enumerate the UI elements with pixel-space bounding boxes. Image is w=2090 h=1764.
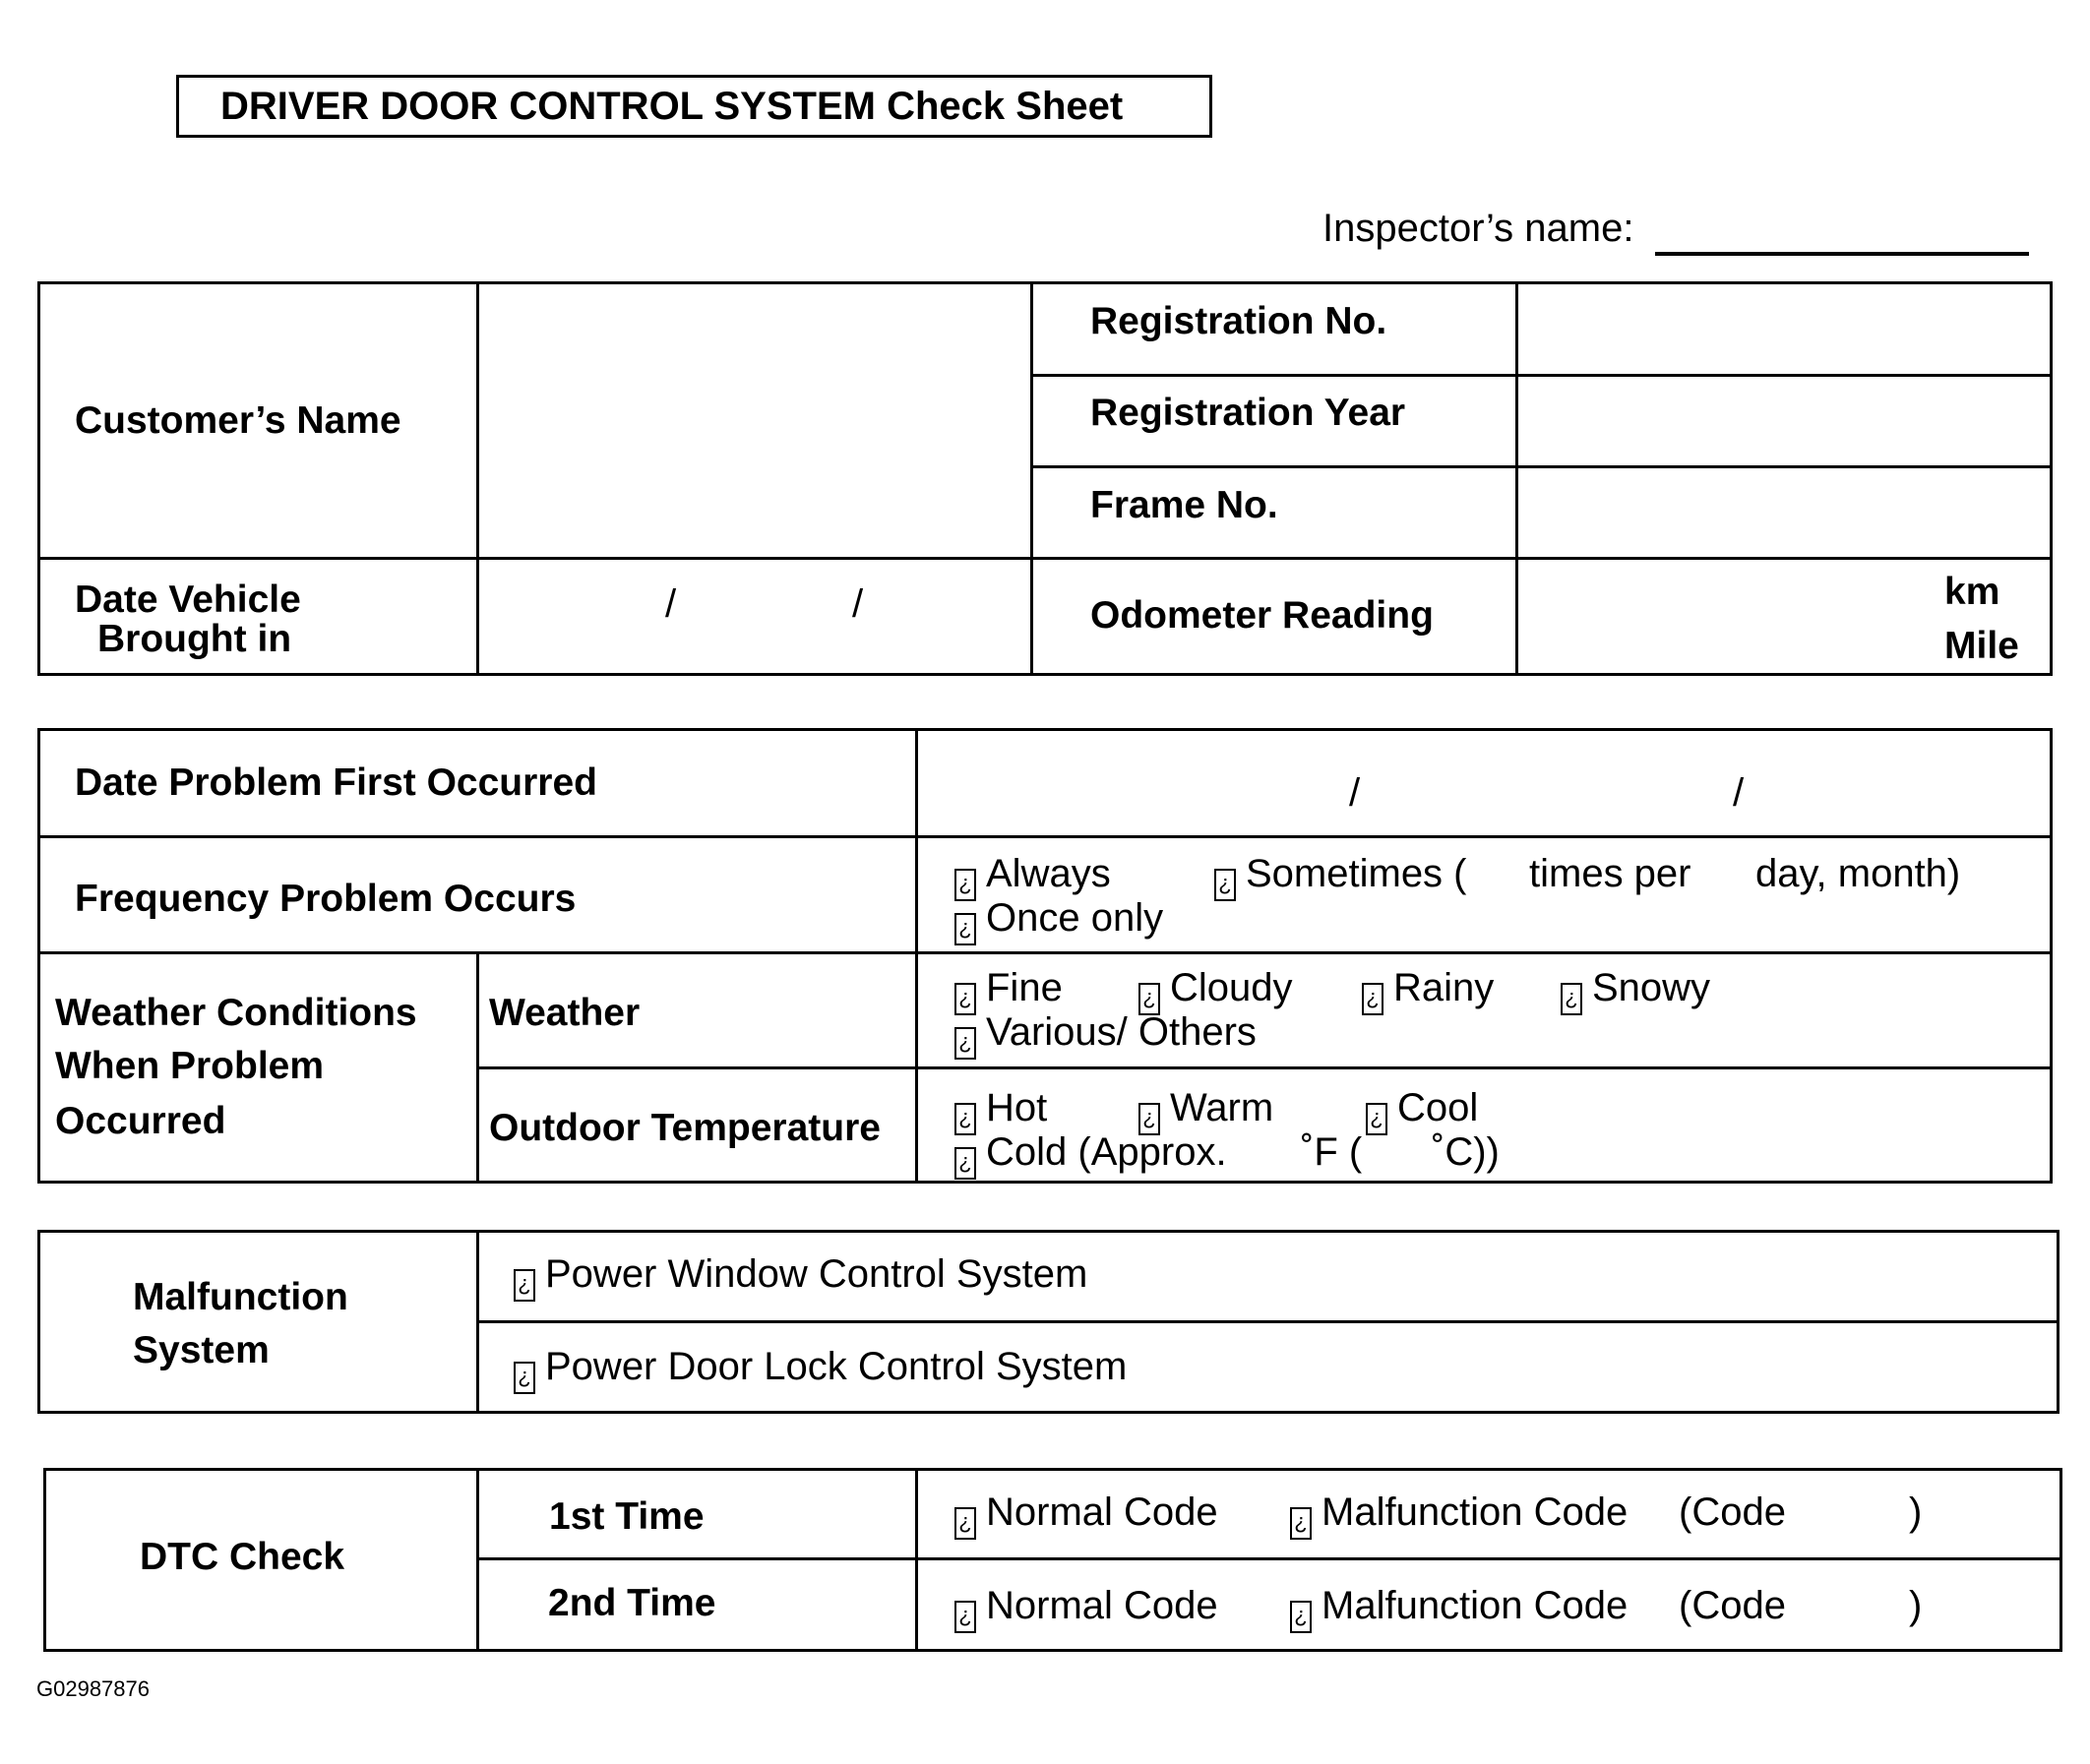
checkbox-icon: ¿	[1561, 983, 1582, 1015]
option-malfunction-code[interactable]: ¿ Malfunction Code	[1290, 1584, 1628, 1633]
code-open: (Code	[1679, 1490, 1786, 1534]
inspector-label: Inspector’s name:	[1322, 207, 1634, 250]
malfunction-system-label-line2: System	[133, 1329, 270, 1371]
option-power-door-lock[interactable]: ¿ Power Door Lock Control System	[514, 1345, 1127, 1394]
checkbox-icon: ¿	[1362, 983, 1383, 1015]
dtc-row-time: 2nd Time	[548, 1582, 716, 1624]
checkbox-icon: ¿	[954, 1507, 976, 1540]
date-separator: /	[1733, 771, 1745, 815]
frame-no-field[interactable]	[1518, 468, 2048, 556]
weather-conditions-label-line2: When Problem	[55, 1045, 325, 1087]
dtc-row-time: 1st Time	[549, 1495, 705, 1538]
checkbox-icon: ¿	[954, 1103, 976, 1135]
option-warm[interactable]: ¿ Warm	[1138, 1086, 1273, 1135]
checkbox-icon: ¿	[954, 1027, 976, 1060]
registration-year-label: Registration Year	[1090, 392, 1406, 434]
times-per-text: times per	[1529, 852, 1691, 895]
date-separator: /	[852, 582, 864, 626]
fahrenheit-unit: ˚F (	[1301, 1130, 1363, 1174]
figure-id: G02987876	[36, 1676, 150, 1701]
option-rainy[interactable]: ¿ Rainy	[1362, 966, 1494, 1015]
date-separator: /	[1349, 771, 1361, 815]
frequency-label: Frequency Problem Occurs	[75, 878, 577, 920]
odometer-field[interactable]	[1518, 560, 1951, 672]
date-brought-in-label-line2: Brought in	[97, 618, 292, 660]
inspector-name-field[interactable]	[1655, 252, 2029, 256]
checkbox-icon: ¿	[1214, 869, 1236, 901]
weather-conditions-label-line3: Occurred	[55, 1100, 226, 1142]
weather-label: Weather	[489, 992, 641, 1034]
checkbox-icon: ¿	[1366, 1103, 1387, 1135]
checkbox-icon: ¿	[1290, 1601, 1312, 1633]
checkbox-icon: ¿	[1290, 1507, 1312, 1540]
code-close: )	[1909, 1584, 1923, 1627]
checkbox-icon: ¿	[954, 1601, 976, 1633]
checkbox-icon: ¿	[514, 1362, 535, 1394]
odometer-label: Odometer Reading	[1090, 594, 1434, 637]
option-hot[interactable]: ¿ Hot	[954, 1086, 1047, 1135]
option-normal-code[interactable]: ¿ Normal Code	[954, 1584, 1218, 1633]
option-cloudy[interactable]: ¿ Cloudy	[1138, 966, 1293, 1015]
option-normal-code[interactable]: ¿ Normal Code	[954, 1490, 1218, 1540]
frame-no-label: Frame No.	[1090, 484, 1278, 526]
customer-name-label: Customer’s Name	[75, 399, 401, 442]
option-always[interactable]: ¿ Always	[954, 852, 1111, 901]
option-malfunction-code[interactable]: ¿ Malfunction Code	[1290, 1490, 1628, 1540]
dtc-code-field[interactable]	[1797, 1574, 1905, 1643]
registration-no-field[interactable]	[1518, 284, 2048, 373]
option-various-others[interactable]: ¿ Various/ Others	[954, 1010, 1257, 1060]
checkbox-icon: ¿	[1138, 983, 1160, 1015]
customer-name-field[interactable]	[479, 284, 1027, 556]
checkbox-icon: ¿	[954, 1147, 976, 1180]
date-separator: /	[665, 582, 677, 626]
option-cool[interactable]: ¿ Cool	[1366, 1086, 1478, 1135]
mile-unit: Mile	[1944, 625, 2019, 667]
checkbox-icon: ¿	[514, 1269, 535, 1302]
option-cold[interactable]: ¿ Cold (Approx.	[954, 1130, 1227, 1180]
weather-conditions-label-line1: Weather Conditions	[55, 992, 417, 1034]
dtc-check-label: DTC Check	[140, 1536, 345, 1578]
outdoor-temperature-label: Outdoor Temperature	[489, 1107, 881, 1149]
checkbox-icon: ¿	[954, 983, 976, 1015]
option-snowy[interactable]: ¿ Snowy	[1561, 966, 1710, 1015]
registration-year-field[interactable]	[1518, 377, 2048, 464]
code-close: )	[1909, 1490, 1923, 1534]
date-first-occurred-label: Date Problem First Occurred	[75, 761, 597, 804]
date-first-occurred-field[interactable]	[918, 731, 2048, 834]
code-open: (Code	[1679, 1584, 1786, 1627]
checkbox-icon: ¿	[1138, 1103, 1160, 1135]
period-text: day, month)	[1755, 852, 1961, 895]
option-power-window[interactable]: ¿ Power Window Control System	[514, 1252, 1087, 1302]
date-brought-in-label-line1: Date Vehicle	[75, 578, 301, 621]
option-once-only[interactable]: ¿ Once only	[954, 896, 1163, 945]
option-fine[interactable]: ¿ Fine	[954, 966, 1063, 1015]
celsius-unit: ˚C))	[1432, 1130, 1500, 1174]
registration-no-label: Registration No.	[1090, 300, 1387, 342]
dtc-code-field[interactable]	[1797, 1481, 1905, 1550]
checkbox-icon: ¿	[954, 913, 976, 945]
page-title: DRIVER DOOR CONTROL SYSTEM Check Sheet	[176, 75, 1212, 138]
km-unit: km	[1944, 571, 2000, 613]
date-brought-in-field[interactable]	[479, 560, 1027, 672]
option-sometimes[interactable]: ¿ Sometimes (	[1214, 852, 1467, 901]
malfunction-system-label-line1: Malfunction	[133, 1276, 348, 1318]
checkbox-icon: ¿	[954, 869, 976, 901]
